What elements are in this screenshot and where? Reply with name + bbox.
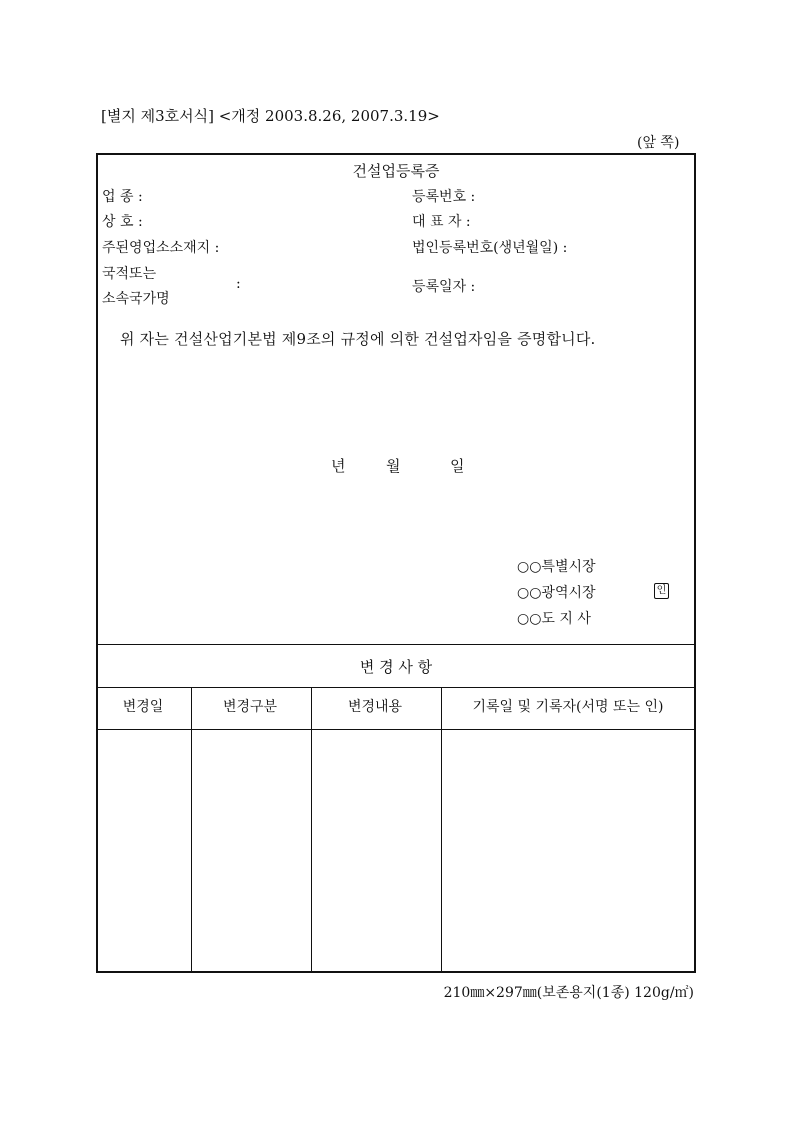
certificate-form: [96, 153, 696, 973]
certification-statement: 위 자는 건설산업기본법 제9조의 규정에 의한 건설업자임을 증명합니다.: [120, 330, 596, 348]
changes-title: 변 경 사 항: [359, 658, 433, 676]
form-number: [별지 제3호서식] <개정 2003.8.26, 2007.3.19>: [101, 107, 440, 125]
nationality-label-line1: 국적또는: [102, 266, 157, 282]
date-month-label: 월: [386, 457, 401, 475]
issuer-metro-city: ○○광역시장: [517, 585, 596, 601]
changes-header-bottom-line: [98, 729, 694, 730]
issuer-special-city: ○○특별시장: [517, 559, 596, 575]
column-header-change-type: 변경구분: [222, 699, 278, 715]
representative-label: 대 표 자 :: [412, 214, 471, 230]
nationality-label-line2: 소속국가명: [102, 291, 170, 307]
corp-number-label: 법인등록번호(생년월일) :: [412, 240, 568, 256]
business-type-label: 업 종 :: [102, 189, 143, 205]
nationality-colon: :: [236, 276, 241, 292]
issuer-province: ○○도 지 사: [517, 611, 591, 627]
address-label: 주된영업소소재지 :: [102, 240, 220, 256]
reg-number-label: 등록번호 :: [412, 189, 476, 205]
official-seal-mark: 인: [654, 583, 669, 599]
date-year-label: 년: [331, 457, 346, 475]
column-divider-3: [441, 687, 442, 971]
column-divider-2: [311, 687, 312, 971]
page-side-label: (앞 쪽): [637, 135, 680, 151]
date-day-label: 일: [450, 457, 465, 475]
column-header-change-content: 변경내용: [347, 699, 403, 715]
trade-name-label: 상 호 :: [102, 214, 143, 230]
paper-spec: 210㎜×297㎜(보존용지(1종) 120g/㎡): [443, 985, 694, 1001]
section-divider: [98, 644, 694, 645]
reg-date-label: 등록일자 :: [412, 279, 476, 295]
column-divider-1: [191, 687, 192, 971]
column-header-change-date: 변경일: [122, 699, 164, 715]
column-header-record-signature: 기록일 및 기록자(서명 또는 인): [472, 699, 664, 715]
certificate-title: 건설업등록증: [352, 162, 440, 180]
